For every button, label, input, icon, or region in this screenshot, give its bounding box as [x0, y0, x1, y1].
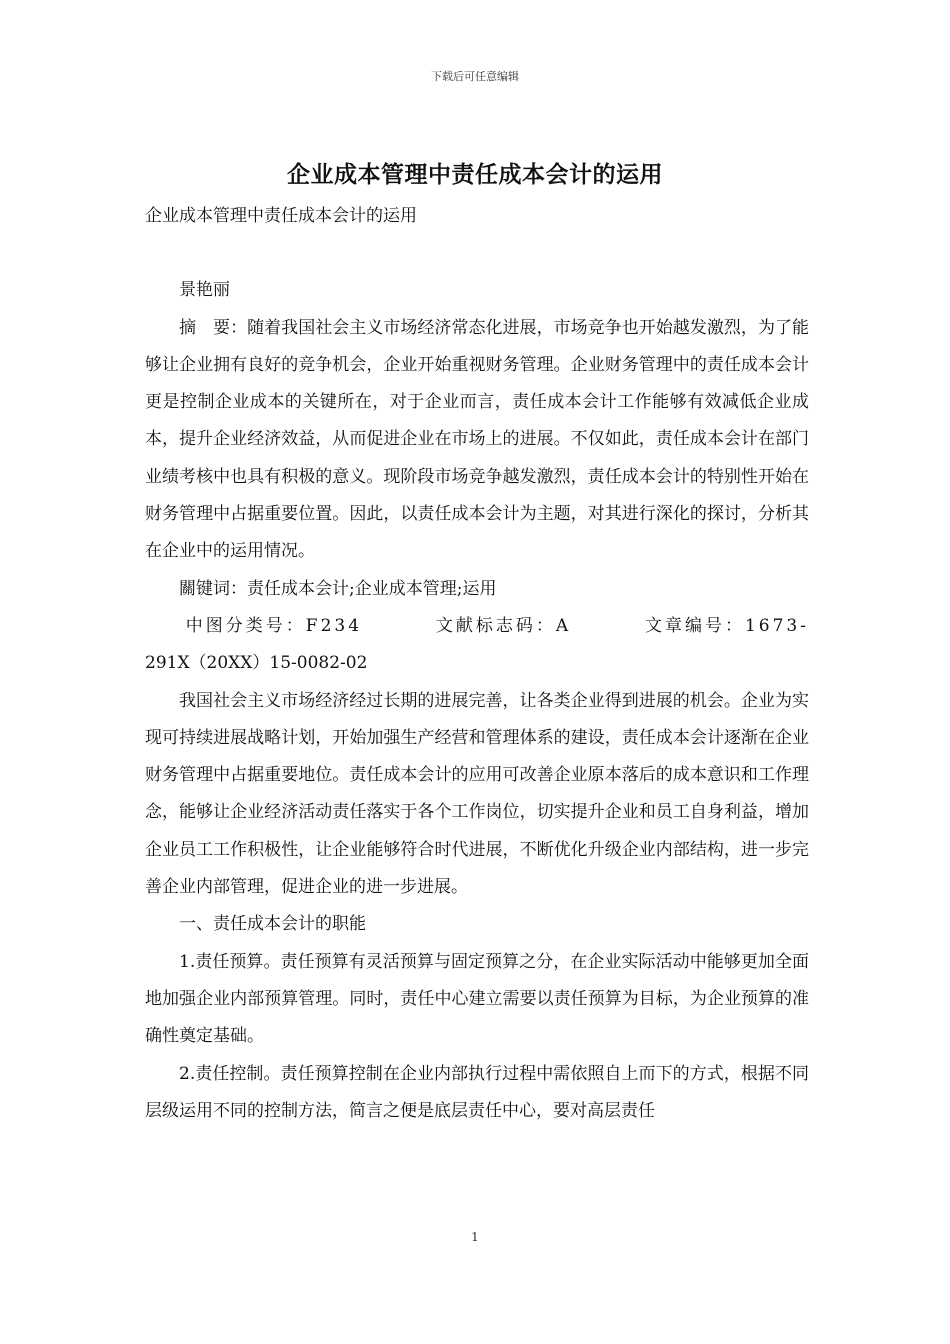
document-body — [145, 198, 809, 1130]
abstract-paragraph: 摘 要：随着我国社会主义市场经济常态化进展，市场竞争也开始越发激烈，为了能够让企业拥有良好的竞争机会，企业开始重视财务管理。企业财务管理中的责任成本会计更是控制企业成本的关键所在，对于企业而言，责任成本会计工作能够有效减低企业成本，提升企业经济效益，从而促进企业在市场上的进展。不仅如此，责任成本会计在部门业绩考核中也具有积极的意义。现阶段市场竞争越发激烈，责任成本会计的特别性开始在财务管理中占据重要位置。因此，以责任成本会计为主题，对其进行深化的探讨，分析其在企业中的运用情况。 — [145, 317, 809, 562]
page-number: 1 — [471, 1230, 479, 1244]
intro-paragraph: 我国社会主义市场经济经过长期的进展完善，让各类企业得到进展的机会。企业为实现可持续进展战略计划，开始加强生产经营和管理体系的建设，责任成本会计逐渐在企业财务管理中占据重要地位。责任成本会计的应用可改善企业原本落后的成本意识和工作理念，能够让企业经济活动责任落实于各个工作岗位，切实提升企业和员工自身利益，增加企业员工工作积极性，让企业能够符合时代进展，不断优化升级企业内部结构，进一步完善企业内部管理，促进企业的进一步进展。 — [145, 690, 809, 898]
list-item-budget: 1.责任预算。责任预算有灵活预算与固定预算之分，在企业实际活动中能够更加全面地加强企业内部预算管理。同时，责任中心建立需要以责任预算为目标，为企业预算的准确性奠定基础。 — [145, 951, 809, 1047]
clc-number: 中图分类号：F234 — [185, 615, 363, 636]
author: 景艳丽 — [179, 280, 230, 301]
subtitle: 企业成本管理中责任成本会计的运用 — [145, 206, 417, 226]
section-heading: 一、责任成本会计的职能 — [179, 914, 366, 935]
classification-line — [145, 608, 809, 645]
article-number: 文章编号：1673- — [644, 615, 809, 636]
document-code: 文献标志码：A — [435, 615, 572, 636]
article-number-continued: 291X（20XX）15-0082-02 — [145, 653, 368, 674]
keywords-line: 關键词：责任成本会计;企业成本管理;运用 — [179, 578, 497, 599]
list-item-control: 2.责任控制。责任预算控制在企业内部执行过程中需依照自上而下的方式，根据不同层级运用不同的控制方法，简言之便是底层责任中心，要对高层责任 — [145, 1063, 809, 1121]
document-title: 企业成本管理中责任成本会计的运用 — [287, 161, 663, 188]
header-note: 下载后可任意编辑 — [431, 70, 519, 83]
